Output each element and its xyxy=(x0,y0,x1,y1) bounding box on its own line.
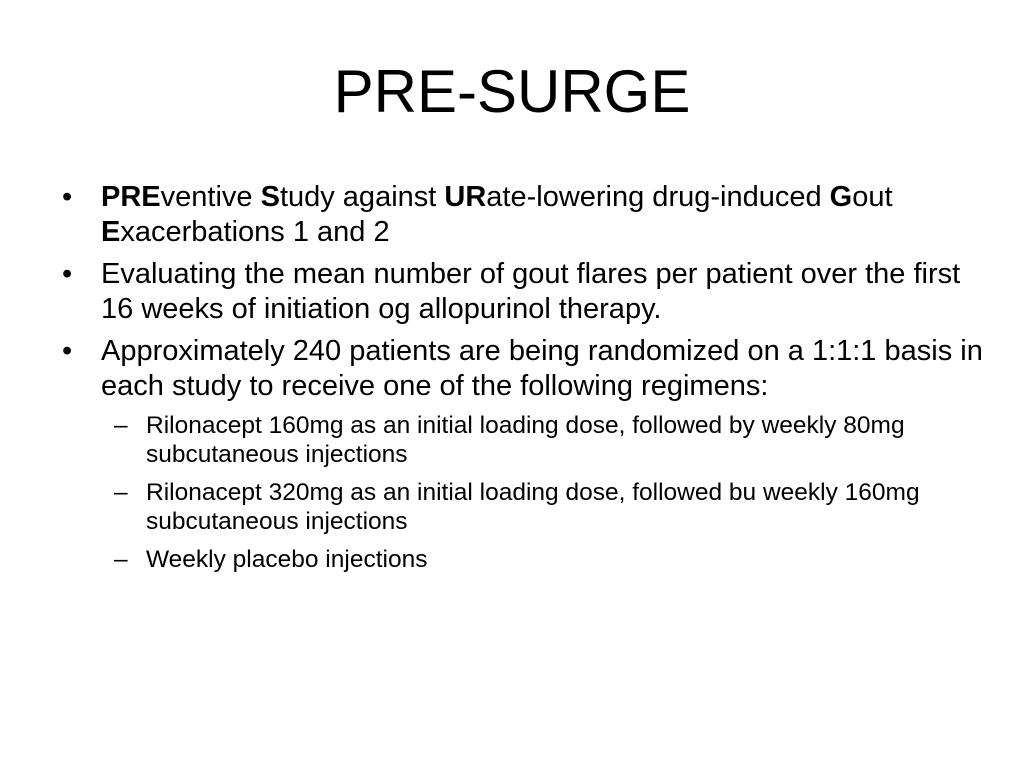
slide-body xyxy=(62,180,992,583)
bullet-text xyxy=(101,181,893,248)
sub-item-text: Rilonacept 320mg as an initial loading dose, followed bu weekly 160mg subcutaneous injections xyxy=(146,479,920,535)
acronym-letter: UR xyxy=(444,181,487,213)
sub-item-regimen-1 xyxy=(62,411,992,469)
sub-item-text: Rilonacept 160mg as an initial loading dose, followed by weekly 80mg subcutaneous injections xyxy=(146,412,905,468)
acronym-letter: G xyxy=(829,181,853,213)
sub-marker: – xyxy=(114,479,128,506)
sub-item-regimen-3 xyxy=(62,545,992,574)
acronym-letter: E xyxy=(101,215,121,248)
bullet-text-part: ate-lowering drug-induced xyxy=(486,181,830,213)
slide-title: PRE-SURGE xyxy=(333,58,691,125)
acronym-letter: S xyxy=(260,181,280,213)
bullet-text: Approximately 240 patients are being randomized on a 1:1:1 basis in each study to receive one of the following regimens: xyxy=(101,335,983,402)
bullet-marker: • xyxy=(62,258,73,290)
bullet-text-part: xacerbations 1 and 2 xyxy=(120,215,390,248)
bullet-text-part: ventive xyxy=(160,181,261,213)
bullet-randomization xyxy=(62,334,992,403)
sub-marker: – xyxy=(114,546,128,573)
bullet-text-part: tudy against xyxy=(279,181,445,213)
bullet-acronym xyxy=(62,180,992,249)
bullet-marker: • xyxy=(62,335,73,367)
bullet-marker: • xyxy=(62,181,73,213)
sub-item-regimen-2 xyxy=(62,478,992,536)
sub-marker: – xyxy=(114,412,128,439)
bullet-endpoint xyxy=(62,257,992,326)
bullet-text-part: out xyxy=(852,181,893,213)
bullet-text: Evaluating the mean number of gout flares per patient over the first 16 weeks of initiation og allopurinol therapy. xyxy=(101,258,961,325)
sub-item-text: Weekly placebo injections xyxy=(146,546,428,573)
acronym-letter: PRE xyxy=(101,181,161,213)
